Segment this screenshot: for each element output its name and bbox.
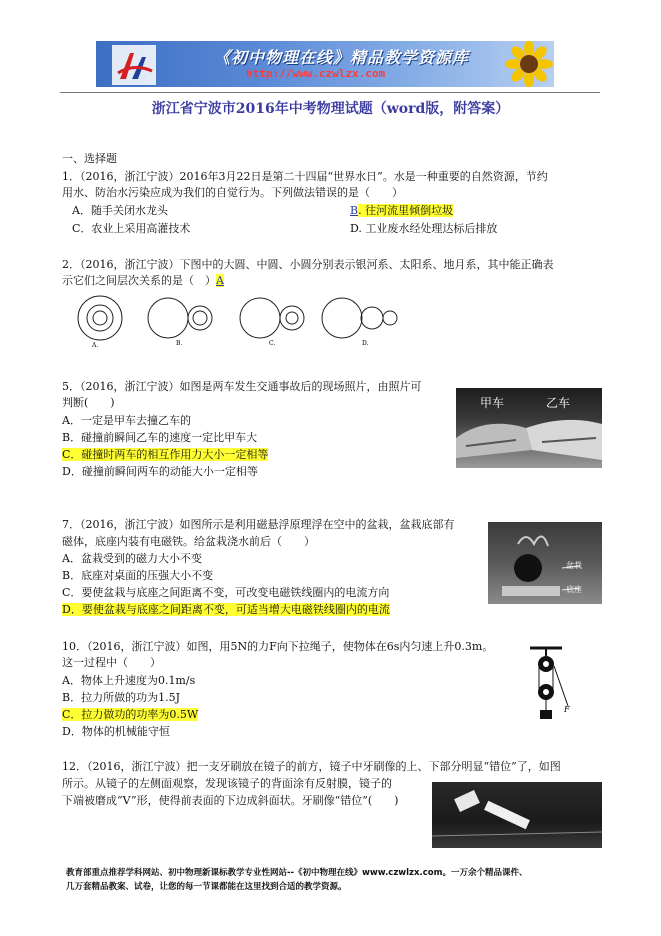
q1-option-b-text: . 往河流里倾倒垃圾 bbox=[358, 204, 454, 217]
q5-option-b: B．碰撞前瞬间乙车的速度一定比甲车大 bbox=[62, 431, 258, 444]
q2-answer: A bbox=[216, 274, 224, 287]
q5-accident-photo bbox=[456, 388, 602, 468]
q1-stem-line1: 1．（2016，浙江宁波）2016年3月22日是第二十四届“世界水日”。水是一种重要的自然资源，节约 bbox=[62, 170, 548, 183]
q7-stem-line1: 7．（2016，浙江宁波）如图所示是利用磁悬浮原理浮在空中的盆栽，盆栽底部有 bbox=[62, 518, 455, 531]
banner-url: http://www.czwlzx.com bbox=[246, 67, 386, 80]
q10-option-b: B．拉力所做的功为1.5J bbox=[62, 691, 180, 704]
q7-photo-label-base: 底座 bbox=[566, 585, 582, 594]
q5-option-c bbox=[62, 448, 268, 462]
q2-label-c: C. bbox=[269, 340, 276, 347]
q10-option-d: D．物体的机械能守恒 bbox=[62, 725, 170, 738]
q2-diagram-b bbox=[148, 298, 212, 338]
q10-stem-line2: 这一过程中（ ） bbox=[62, 656, 161, 669]
q12-stem-line3: 下端被磨成“V”形，使得前表面的下边成斜面状。牙刷像“错位”( ) bbox=[62, 794, 399, 807]
logo-icon bbox=[112, 45, 156, 85]
q2-label-b: B. bbox=[176, 340, 183, 347]
pulley-diagram-icon bbox=[524, 646, 574, 720]
q2-diagram-a bbox=[78, 296, 122, 340]
q5-stem-line2: 判断( ) bbox=[62, 396, 115, 409]
q10-option-a: A．物体上升速度为0.1m/s bbox=[62, 674, 196, 687]
maglev-planter-icon bbox=[488, 522, 602, 604]
car-crash-icon bbox=[456, 388, 602, 468]
header-banner bbox=[96, 41, 554, 87]
q10-option-c bbox=[62, 708, 198, 722]
q7-option-d bbox=[62, 603, 390, 617]
q12-stem-line2: 所示。从镜子的左侧面观察，发现该镜子的背面涂有反射膜，镜子的 bbox=[62, 777, 392, 790]
q2-diagram-c bbox=[240, 298, 304, 338]
document-title: 浙江省宁波市2016年中考物理试题（word版，附答案） bbox=[151, 101, 510, 117]
q5-stem-line1: 5．（2016，浙江宁波）如图是两车发生交通事故后的现场照片，由照片可 bbox=[62, 380, 422, 393]
q1-stem-line2: 用水、防治水污染应成为我们的自觉行为。下列做法错误的是（ ） bbox=[62, 186, 403, 199]
q2-label-a: A. bbox=[92, 342, 99, 349]
q2-stem-line1: 2．（2016，浙江宁波）下图中的大圆、中圆、小圆分别表示银河系、太阳系、地月系，其中能正确表 bbox=[62, 258, 554, 271]
q7-option-b: B．底座对桌面的压强大小不变 bbox=[62, 569, 214, 582]
footer-line1: 教育部重点推荐学科网站、初中物理新课标教学专业性网站--《初中物理在线》www.czwlzx.com。一万余个精品课件、 bbox=[66, 868, 528, 878]
q1-option-b bbox=[350, 204, 453, 218]
q12-toothbrush-photo bbox=[432, 782, 602, 848]
q7-option-d-text: D．要使盆栽与底座之间距离不变，可适当增大电磁铁线圈内的电流 bbox=[62, 603, 390, 616]
q12-stem-line1: 12．（2016，浙江宁波）把一支牙刷放在镜子的前方，镜子中牙刷像的上、下部分明显“错位”了，如图 bbox=[62, 760, 561, 773]
header-rule bbox=[60, 92, 600, 93]
q10-stem-line1: 10．（2016，浙江宁波）如图，用5N的力F向下拉绳子，使物体在6s内匀速上升0.3m。 bbox=[62, 640, 494, 653]
q1-option-d: D. 工业废水经处理达标后排放 bbox=[350, 222, 498, 235]
q2-diagram-d bbox=[322, 298, 397, 338]
q2-stem-line2 bbox=[62, 274, 224, 288]
q5-photo-label-yi: 乙车 bbox=[546, 396, 571, 410]
q7-option-c: C．要使盆栽与底座之间距离不变，可改变电磁铁线圈内的电流方向 bbox=[62, 586, 390, 599]
q7-photo-label-planter: 盆栽 bbox=[566, 561, 582, 570]
sunflower-icon bbox=[504, 41, 554, 87]
section-heading: 一、选择题 bbox=[62, 152, 117, 165]
q10-option-c-text: C．拉力做功的功率为0.5W bbox=[62, 708, 199, 721]
q5-option-d: D．碰撞前瞬间两车的动能大小一定相等 bbox=[62, 465, 258, 478]
q7-maglev-photo bbox=[488, 522, 602, 604]
q2-circle-diagrams bbox=[70, 294, 400, 350]
q5-option-c-text: C．碰撞时两车的相互作用力大小一定相等 bbox=[62, 448, 269, 461]
q1-option-c: C．农业上采用高灌技术 bbox=[72, 222, 191, 235]
q10-force-label: F bbox=[564, 705, 570, 714]
q5-photo-label-jia: 甲车 bbox=[480, 396, 505, 410]
banner-title: 《初中物理在线》精品教学资源库 bbox=[214, 48, 470, 67]
toothbrush-mirror-icon bbox=[432, 782, 602, 848]
footer-line2: 几万套精品教案、试卷，让您的每一节课都能在这里找到合适的教学资源。 bbox=[66, 882, 347, 892]
q2-label-d: D. bbox=[362, 340, 369, 347]
q1-option-b-letter: B bbox=[350, 204, 359, 217]
q7-option-a: A．盆栽受到的磁力大小不变 bbox=[62, 552, 202, 565]
q2-stem-text: 示它们之间层次关系的是（ ） bbox=[62, 274, 216, 287]
q5-option-a: A．一定是甲车去撞乙车的 bbox=[62, 414, 191, 427]
q7-stem-line2: 磁体，底座内装有电磁铁。给盆栽浇水前后（ ） bbox=[62, 535, 315, 548]
q1-option-a: A．随手关闭水龙头 bbox=[72, 204, 168, 217]
